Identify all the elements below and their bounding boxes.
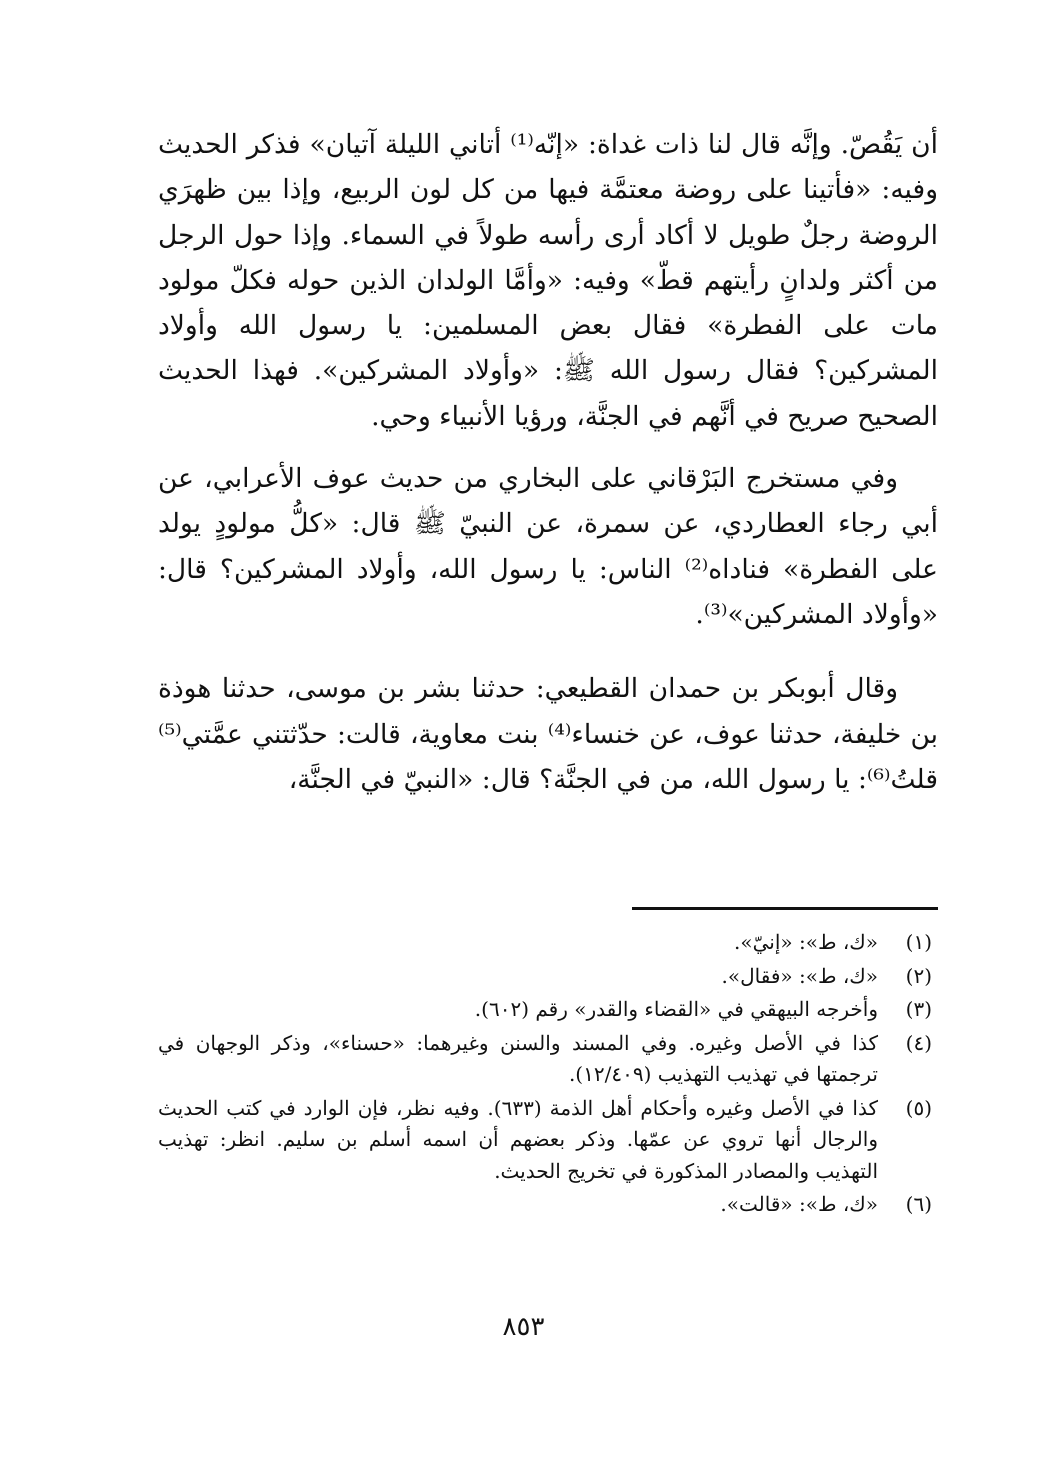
- footnote: [158, 994, 938, 1026]
- footnote: [158, 1189, 938, 1221]
- footnote: [158, 961, 938, 993]
- footnote-text: كذا في الأصل وغيره وأحكام أهل الذمة (٦٣٣). وفيه نظر، فإن الوارد في كتب الحديث والرجال أنها تروي عن عمّها. وذكر بعضهم أن اسمه أسلم بن سليم. انظر: تهذيب التهذيب والمصادر المذكورة في تخريج الحديث.: [158, 1095, 878, 1183]
- footnote: [158, 1093, 938, 1188]
- footnote-text: كذا في الأصل وغيره. وفي المسند والسنن وغيرهما: «حسناء»، وذكر الوجهان في ترجمتها في تهذيب التهذيب (١٢/٤٠٩).: [158, 1030, 878, 1086]
- footnote-text: «ك، ط»: «قالت».: [720, 1192, 878, 1216]
- footnote-text: «ك، ط»: «إنيّ».: [734, 930, 878, 954]
- footnote-number: (٤): [905, 1030, 932, 1055]
- main-text: [158, 122, 938, 802]
- footnote-number: (٦): [905, 1192, 932, 1216]
- footnote: [158, 1028, 938, 1091]
- footnotes: [158, 927, 938, 1223]
- footnote-separator: [632, 907, 938, 910]
- page-number: ٨٥٣: [502, 1312, 545, 1342]
- footnote: [158, 927, 938, 959]
- paragraph-3: وقال أبوبكر بن حمدان القطيعي: حدثنا بشر بن موسى، حدثنا هوذة بن خليفة، حدثنا عوف، عن خنساء⁽⁴⁾ بنت معاوية، قالت: حدّثتني عمَّتي⁽⁵⁾ قلتُ⁽⁶⁾: يا رسول الله، من في الجنَّة؟ قال: «النبيّ في الجنَّة،: [158, 673, 938, 795]
- footnote-number: (٥): [905, 1095, 932, 1120]
- footnote-text: وأخرجه البيهقي في «القضاء والقدر» رقم (٦٠٢).: [474, 997, 878, 1021]
- footnote-number: (١): [905, 930, 932, 954]
- paragraph-1: أن يَقُصّ. وإنَّه قال لنا ذات غداة: «إنّه⁽¹⁾ أتاني الليلة آتيان» فذكر الحديث وفيه: «فأتينا على روضة معتمَّة فيها من كل لون الربيع، وإذا بين ظهرَي الروضة رجلٌ طويل لا أكاد أرى رأسه طولاً في السماء. وإذا حول الرجل من أكثر ولدانٍ رأيتهم قطّ» وفيه: «وأمَّا الولدان الذين حوله فكلّ مولود مات على الفطرة» فقال بعض المسلمين: يا رسول الله وأولاد المشركين؟ فقال رسول الله ﷺ: «وأولاد المشركين». فهذا الحديث الصحيح صريح في أنَّهم في الجنَّة، ورؤيا الأنبياء وحي.: [158, 129, 938, 432]
- footnote-number: (٢): [905, 963, 932, 988]
- footnote-text: «ك، ط»: «فقال».: [721, 963, 878, 988]
- footnote-number: (٣): [905, 997, 932, 1021]
- paragraph-2: وفي مستخرج البَرْقاني على البخاري من حديث عوف الأعرابي، عن أبي رجاء العطاردي، عن سمرة، عن النبيّ ﷺ قال: «كلُّ مولودٍ يولد على الفطرة» فناداه⁽²⁾ الناس: يا رسول الله، وأولاد المشركين؟ قال: «وأولاد المشركين»⁽³⁾.: [158, 463, 938, 630]
